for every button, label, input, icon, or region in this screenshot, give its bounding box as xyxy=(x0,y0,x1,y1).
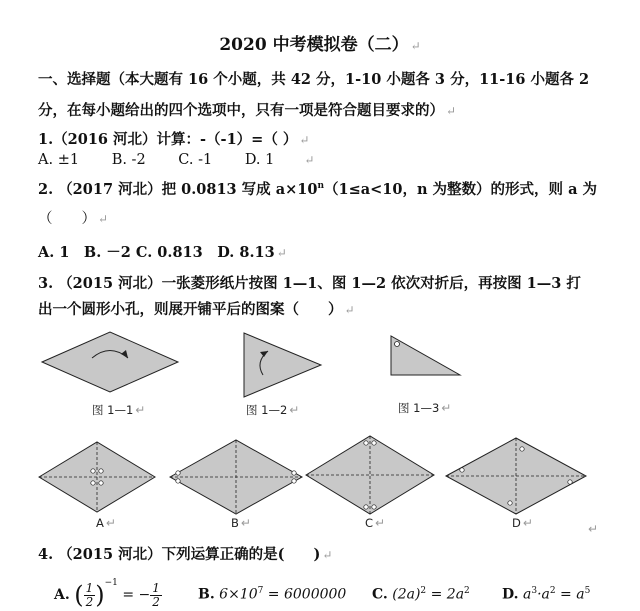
choice-a-label[interactable]: A ↵ xyxy=(96,516,116,530)
question-2-stem: 2. （2017 河北）把 0.0813 写成 $a\times 10^n(1\le a<10$，n 为整数）的形式，则 a 为 xyxy=(38,181,598,198)
q1-option-a[interactable]: A. ±1 xyxy=(38,152,80,168)
figure-1-3-label: 图 1—3 ↵ xyxy=(398,401,452,415)
question-1-stem: 1.（2016 河北）计算：-（-1）=（ ） ↵ xyxy=(38,131,310,148)
choice-a-rhombus[interactable] xyxy=(39,442,155,512)
question-2-stem-line-2: （ ） ↵ xyxy=(38,211,109,227)
q1-option-c[interactable]: C. -1 xyxy=(178,152,213,168)
figure-1-3-triangle-with-hole xyxy=(391,336,460,375)
figure-1-2-label: 图 1—2 ↵ xyxy=(246,403,300,417)
choice-c-label[interactable]: C ↵ xyxy=(365,516,386,530)
choice-c-rhombus[interactable] xyxy=(306,436,434,514)
page-title: 2020 中考模拟卷（二） ↵ xyxy=(219,35,421,55)
figure-row-return-mark: ↵ xyxy=(588,522,599,536)
section-heading-line-1: 一、选择题（本大题有 16 个小题，共 42 分，1-10 小题各 3 分，11-16 小题各 2 xyxy=(38,71,590,88)
q4-option-c[interactable]: C. $(2a)^2 = 2a^2$ xyxy=(372,586,470,603)
question-4-stem: 4. （2015 河北）下列运算正确的是( ) ↵ xyxy=(38,546,333,563)
question-1-options: A. ±1 B. -2 C. -1 D. 1 ↵ xyxy=(38,152,315,168)
q4-option-d[interactable]: D. $a^3\cdot a^2 = a^5$ xyxy=(502,586,591,603)
q1-option-d[interactable]: D. 1 xyxy=(244,152,275,168)
question-3-stem-line-2: 出一个圆形小孔，则展开铺平后的图案（ ） ↵ xyxy=(38,301,355,318)
figure-1-2-triangle xyxy=(244,333,321,397)
choice-b-label[interactable]: B ↵ xyxy=(231,516,251,530)
choice-d-rhombus[interactable] xyxy=(446,438,586,514)
q1-option-b[interactable]: B. -2 xyxy=(111,152,146,168)
question-3-stem: 3. （2015 河北）一张菱形纸片按图 1—1、图 1—2 依次对折后，再按图 1—3 打 xyxy=(38,275,581,292)
q4-option-a[interactable]: A. ( $\frac{1}{2}$ )$^{-1}$ = − $\frac{1}{2}$ xyxy=(54,578,160,609)
section-heading-line-2: 分，在每小题给出的四个选项中，只有一项是符合题目要求的） ↵ xyxy=(38,102,457,119)
q4-option-b[interactable]: B. $6\times 10^7 = 6000000$ xyxy=(198,586,347,603)
figure-1-1-rhombus xyxy=(42,332,178,392)
choice-b-rhombus[interactable] xyxy=(170,440,302,514)
figure-1-1-label: 图 1—1 ↵ xyxy=(92,403,146,417)
choice-d-label[interactable]: D ↵ xyxy=(512,516,533,530)
question-2-options: A. 1 B. －2 C. 0.813 D. 8.13 ↵ xyxy=(38,244,287,261)
